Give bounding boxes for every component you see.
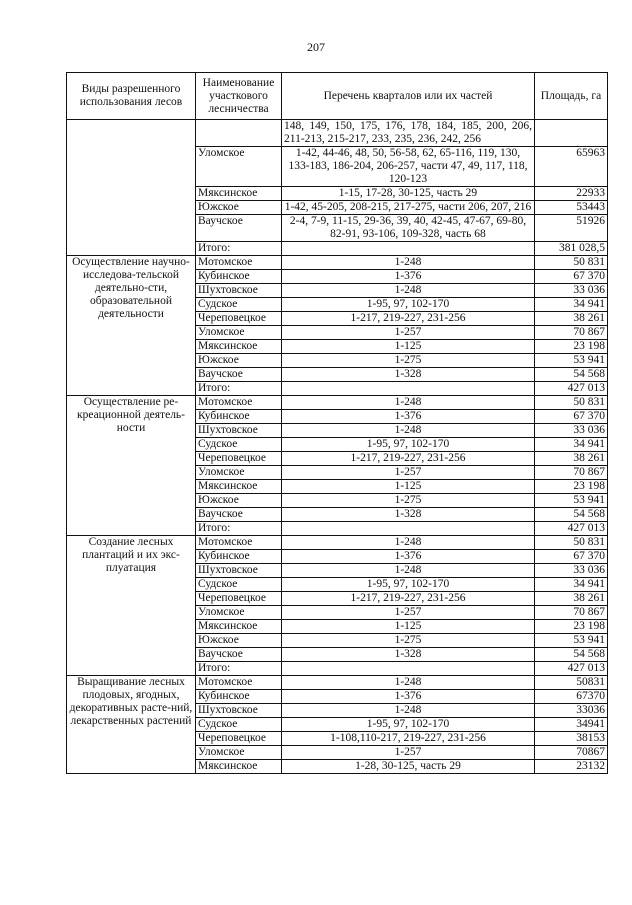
- area-cell: 34941: [535, 718, 608, 732]
- area-cell: 50 831: [535, 256, 608, 270]
- forestry-cell: Ваучское: [196, 648, 282, 662]
- forestry-cell: Шухтовское: [196, 564, 282, 578]
- forestry-cell: Южское: [196, 201, 282, 215]
- forestry-cell: Итого:: [196, 242, 282, 256]
- area-cell: 34 941: [535, 298, 608, 312]
- area-cell: 54 568: [535, 648, 608, 662]
- quarters-cell: 1-15, 17-28, 30-125, часть 29: [282, 187, 535, 201]
- quarters-cell: 1-95, 97, 102-170: [282, 438, 535, 452]
- forestry-cell: Шухтовское: [196, 704, 282, 718]
- area-cell: 50 831: [535, 396, 608, 410]
- quarters-cell: 1-28, 30-125, часть 29: [282, 760, 535, 774]
- quarters-cell: 1-125: [282, 620, 535, 634]
- table-row: [67, 536, 608, 550]
- forest-use-table: [66, 72, 608, 774]
- area-cell: 23 198: [535, 480, 608, 494]
- area-cell: 34 941: [535, 438, 608, 452]
- quarters-cell: 1-328: [282, 648, 535, 662]
- forestry-cell: Мотомское: [196, 256, 282, 270]
- area-cell: 38 261: [535, 452, 608, 466]
- quarters-cell: 1-248: [282, 256, 535, 270]
- quarters-cell: 1-125: [282, 340, 535, 354]
- forestry-cell: Мяксинское: [196, 760, 282, 774]
- area-cell: 427 013: [535, 522, 608, 536]
- area-cell: 67370: [535, 690, 608, 704]
- area-cell: 54 568: [535, 508, 608, 522]
- quarters-cell: 1-42, 44-46, 48, 50, 56-58, 62, 65-116, 119, 130, 133-183, 186-204, 206-257, части 47, 49, 117, 118, 120-123: [282, 147, 535, 187]
- area-cell: 65963: [535, 147, 608, 187]
- quarters-cell: [282, 522, 535, 536]
- area-cell: 70 867: [535, 326, 608, 340]
- table-row: [67, 120, 608, 147]
- quarters-cell: 1-248: [282, 396, 535, 410]
- area-cell: 33 036: [535, 424, 608, 438]
- quarters-cell: 1-376: [282, 410, 535, 424]
- forestry-cell: Южское: [196, 354, 282, 368]
- area-cell: [535, 120, 608, 147]
- area-cell: 34 941: [535, 578, 608, 592]
- forestry-cell: Уломское: [196, 466, 282, 480]
- quarters-cell: 148, 149, 150, 175, 176, 178, 184, 185, 200, 206, 211-213, 215-217, 233, 235, 236, 242, 256: [282, 120, 535, 147]
- forestry-cell: Мяксинское: [196, 187, 282, 201]
- forestry-cell: Судское: [196, 718, 282, 732]
- area-cell: 50 831: [535, 536, 608, 550]
- forestry-cell: Мяксинское: [196, 340, 282, 354]
- area-cell: 70867: [535, 746, 608, 760]
- forestry-cell: Череповецкое: [196, 732, 282, 746]
- quarters-cell: 1-257: [282, 746, 535, 760]
- area-cell: 50831: [535, 676, 608, 690]
- quarters-cell: 1-376: [282, 270, 535, 284]
- header-area: Площадь, га: [535, 73, 608, 120]
- forestry-cell: Ваучское: [196, 368, 282, 382]
- table-row: [67, 396, 608, 410]
- area-cell: 70 867: [535, 466, 608, 480]
- forestry-cell: Кубинское: [196, 690, 282, 704]
- area-cell: 33 036: [535, 284, 608, 298]
- table-row: [67, 256, 608, 270]
- area-cell: 70 867: [535, 606, 608, 620]
- area-cell: 53 941: [535, 494, 608, 508]
- forestry-cell: Мотомское: [196, 396, 282, 410]
- quarters-cell: 1-217, 219-227, 231-256: [282, 452, 535, 466]
- area-cell: 38 261: [535, 592, 608, 606]
- quarters-cell: [282, 662, 535, 676]
- area-cell: 53443: [535, 201, 608, 215]
- forestry-cell: Кубинское: [196, 410, 282, 424]
- area-cell: 23 198: [535, 620, 608, 634]
- quarters-cell: 2-4, 7-9, 11-15, 29-36, 39, 40, 42-45, 47-67, 69-80, 82-91, 93-106, 109-328, часть 68: [282, 215, 535, 242]
- area-cell: 51926: [535, 215, 608, 242]
- use-type-cell: Выращивание лесных плодовых, ягодных, декоративных расте-ний, лекарственных растений: [67, 676, 196, 774]
- forestry-cell: Итого:: [196, 522, 282, 536]
- area-cell: 38153: [535, 732, 608, 746]
- forestry-cell: [196, 120, 282, 147]
- quarters-cell: 1-328: [282, 508, 535, 522]
- area-cell: 54 568: [535, 368, 608, 382]
- forestry-cell: Кубинское: [196, 550, 282, 564]
- area-cell: 67 370: [535, 550, 608, 564]
- quarters-cell: 1-95, 97, 102-170: [282, 298, 535, 312]
- area-cell: 53 941: [535, 634, 608, 648]
- forestry-cell: Череповецкое: [196, 452, 282, 466]
- quarters-cell: 1-257: [282, 326, 535, 340]
- area-cell: 38 261: [535, 312, 608, 326]
- header-forestry: Наименование участкового лесничества: [196, 73, 282, 120]
- quarters-cell: 1-376: [282, 690, 535, 704]
- use-type-cell: Осуществление ре-креационной деятель-ности: [67, 396, 196, 536]
- forestry-cell: Шухтовское: [196, 284, 282, 298]
- quarters-cell: 1-248: [282, 284, 535, 298]
- table-header-row: [67, 73, 608, 120]
- quarters-cell: 1-248: [282, 676, 535, 690]
- forestry-cell: Уломское: [196, 746, 282, 760]
- quarters-cell: 1-95, 97, 102-170: [282, 578, 535, 592]
- use-type-cell: [67, 120, 196, 256]
- quarters-cell: [282, 242, 535, 256]
- forestry-cell: Судское: [196, 298, 282, 312]
- area-cell: 22933: [535, 187, 608, 201]
- quarters-cell: 1-42, 45-205, 208-215, 217-275, части 206, 207, 216: [282, 201, 535, 215]
- quarters-cell: 1-248: [282, 536, 535, 550]
- forestry-cell: Череповецкое: [196, 312, 282, 326]
- quarters-cell: 1-275: [282, 634, 535, 648]
- use-type-cell: Создание лесных плантаций и их экс-плуатация: [67, 536, 196, 676]
- table-row: [67, 676, 608, 690]
- area-cell: 33 036: [535, 564, 608, 578]
- forestry-cell: Итого:: [196, 662, 282, 676]
- forestry-cell: Ваучское: [196, 508, 282, 522]
- quarters-cell: 1-328: [282, 368, 535, 382]
- area-cell: 23132: [535, 760, 608, 774]
- use-type-cell: Осуществление научно-исследова-тельской деятельно-сти, образовательной деятельности: [67, 256, 196, 396]
- forestry-cell: Судское: [196, 438, 282, 452]
- forestry-cell: Ваучское: [196, 215, 282, 242]
- forestry-cell: Итого:: [196, 382, 282, 396]
- forestry-cell: Мотомское: [196, 676, 282, 690]
- forestry-cell: Южское: [196, 494, 282, 508]
- quarters-cell: 1-125: [282, 480, 535, 494]
- quarters-cell: 1-217, 219-227, 231-256: [282, 312, 535, 326]
- quarters-cell: 1-248: [282, 424, 535, 438]
- area-cell: 67 370: [535, 410, 608, 424]
- quarters-cell: 1-248: [282, 564, 535, 578]
- forestry-cell: Судское: [196, 578, 282, 592]
- quarters-cell: 1-257: [282, 606, 535, 620]
- quarters-cell: 1-108,110-217, 219-227, 231-256: [282, 732, 535, 746]
- forestry-cell: Череповецкое: [196, 592, 282, 606]
- forestry-cell: Мяксинское: [196, 620, 282, 634]
- quarters-cell: 1-95, 97, 102-170: [282, 718, 535, 732]
- quarters-cell: 1-275: [282, 494, 535, 508]
- area-cell: 67 370: [535, 270, 608, 284]
- quarters-cell: 1-257: [282, 466, 535, 480]
- area-cell: 427 013: [535, 382, 608, 396]
- forestry-cell: Мяксинское: [196, 480, 282, 494]
- forestry-cell: Южское: [196, 634, 282, 648]
- quarters-cell: 1-376: [282, 550, 535, 564]
- area-cell: 23 198: [535, 340, 608, 354]
- area-cell: 427 013: [535, 662, 608, 676]
- area-cell: 33036: [535, 704, 608, 718]
- forestry-cell: Шухтовское: [196, 424, 282, 438]
- forestry-cell: Мотомское: [196, 536, 282, 550]
- header-use: Виды разрешенного использования лесов: [67, 73, 196, 120]
- forestry-cell: Уломское: [196, 326, 282, 340]
- page-number: 207: [307, 40, 325, 54]
- area-cell: 53 941: [535, 354, 608, 368]
- quarters-cell: 1-248: [282, 704, 535, 718]
- forestry-cell: Уломское: [196, 606, 282, 620]
- area-cell: 381 028,5: [535, 242, 608, 256]
- table-body: [67, 120, 608, 774]
- forestry-cell: Уломское: [196, 147, 282, 187]
- quarters-cell: 1-217, 219-227, 231-256: [282, 592, 535, 606]
- header-quarters: Перечень кварталов или их частей: [282, 73, 535, 120]
- quarters-cell: [282, 382, 535, 396]
- forestry-cell: Кубинское: [196, 270, 282, 284]
- quarters-cell: 1-275: [282, 354, 535, 368]
